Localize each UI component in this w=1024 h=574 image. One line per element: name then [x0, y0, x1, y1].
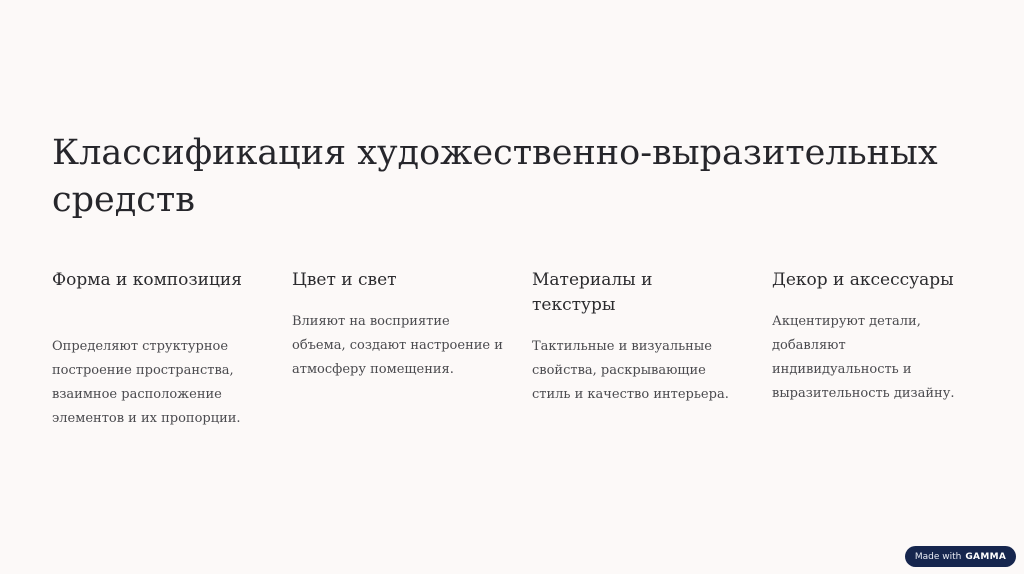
- column-materials-textures: [532, 268, 752, 402]
- gamma-logo: GAMMA: [965, 551, 1007, 562]
- column-heading: Цвет и свет: [292, 270, 397, 290]
- column-body: Тактильные и визуальные свойства, раскрывающие стиль и качество интерьера.: [532, 339, 729, 402]
- column-decor-accessories: [772, 268, 992, 401]
- column-body: Определяют структурное построение пространства, взаимное расположение элементов и их пропорции.: [52, 339, 241, 426]
- column-form-composition: [52, 268, 272, 426]
- made-with-gamma-badge[interactable]: [905, 546, 1016, 567]
- feature-columns: [52, 268, 992, 468]
- badge-made-with-label: Made with: [914, 551, 962, 562]
- column-body: Влияют на восприятие объема, создают настроение и атмосферу помещения.: [292, 314, 503, 377]
- column-body: Акцентируют детали, добавляют индивидуальность и выразительность дизайну.: [772, 314, 955, 401]
- slide-title: Классификация художественно-выразительных средств: [52, 133, 938, 220]
- column-heading: Декор и аксессуары: [772, 270, 954, 290]
- column-heading: Форма и композиция: [52, 270, 242, 290]
- column-heading: Материалы и текстуры: [532, 270, 653, 315]
- column-color-light: [292, 268, 512, 377]
